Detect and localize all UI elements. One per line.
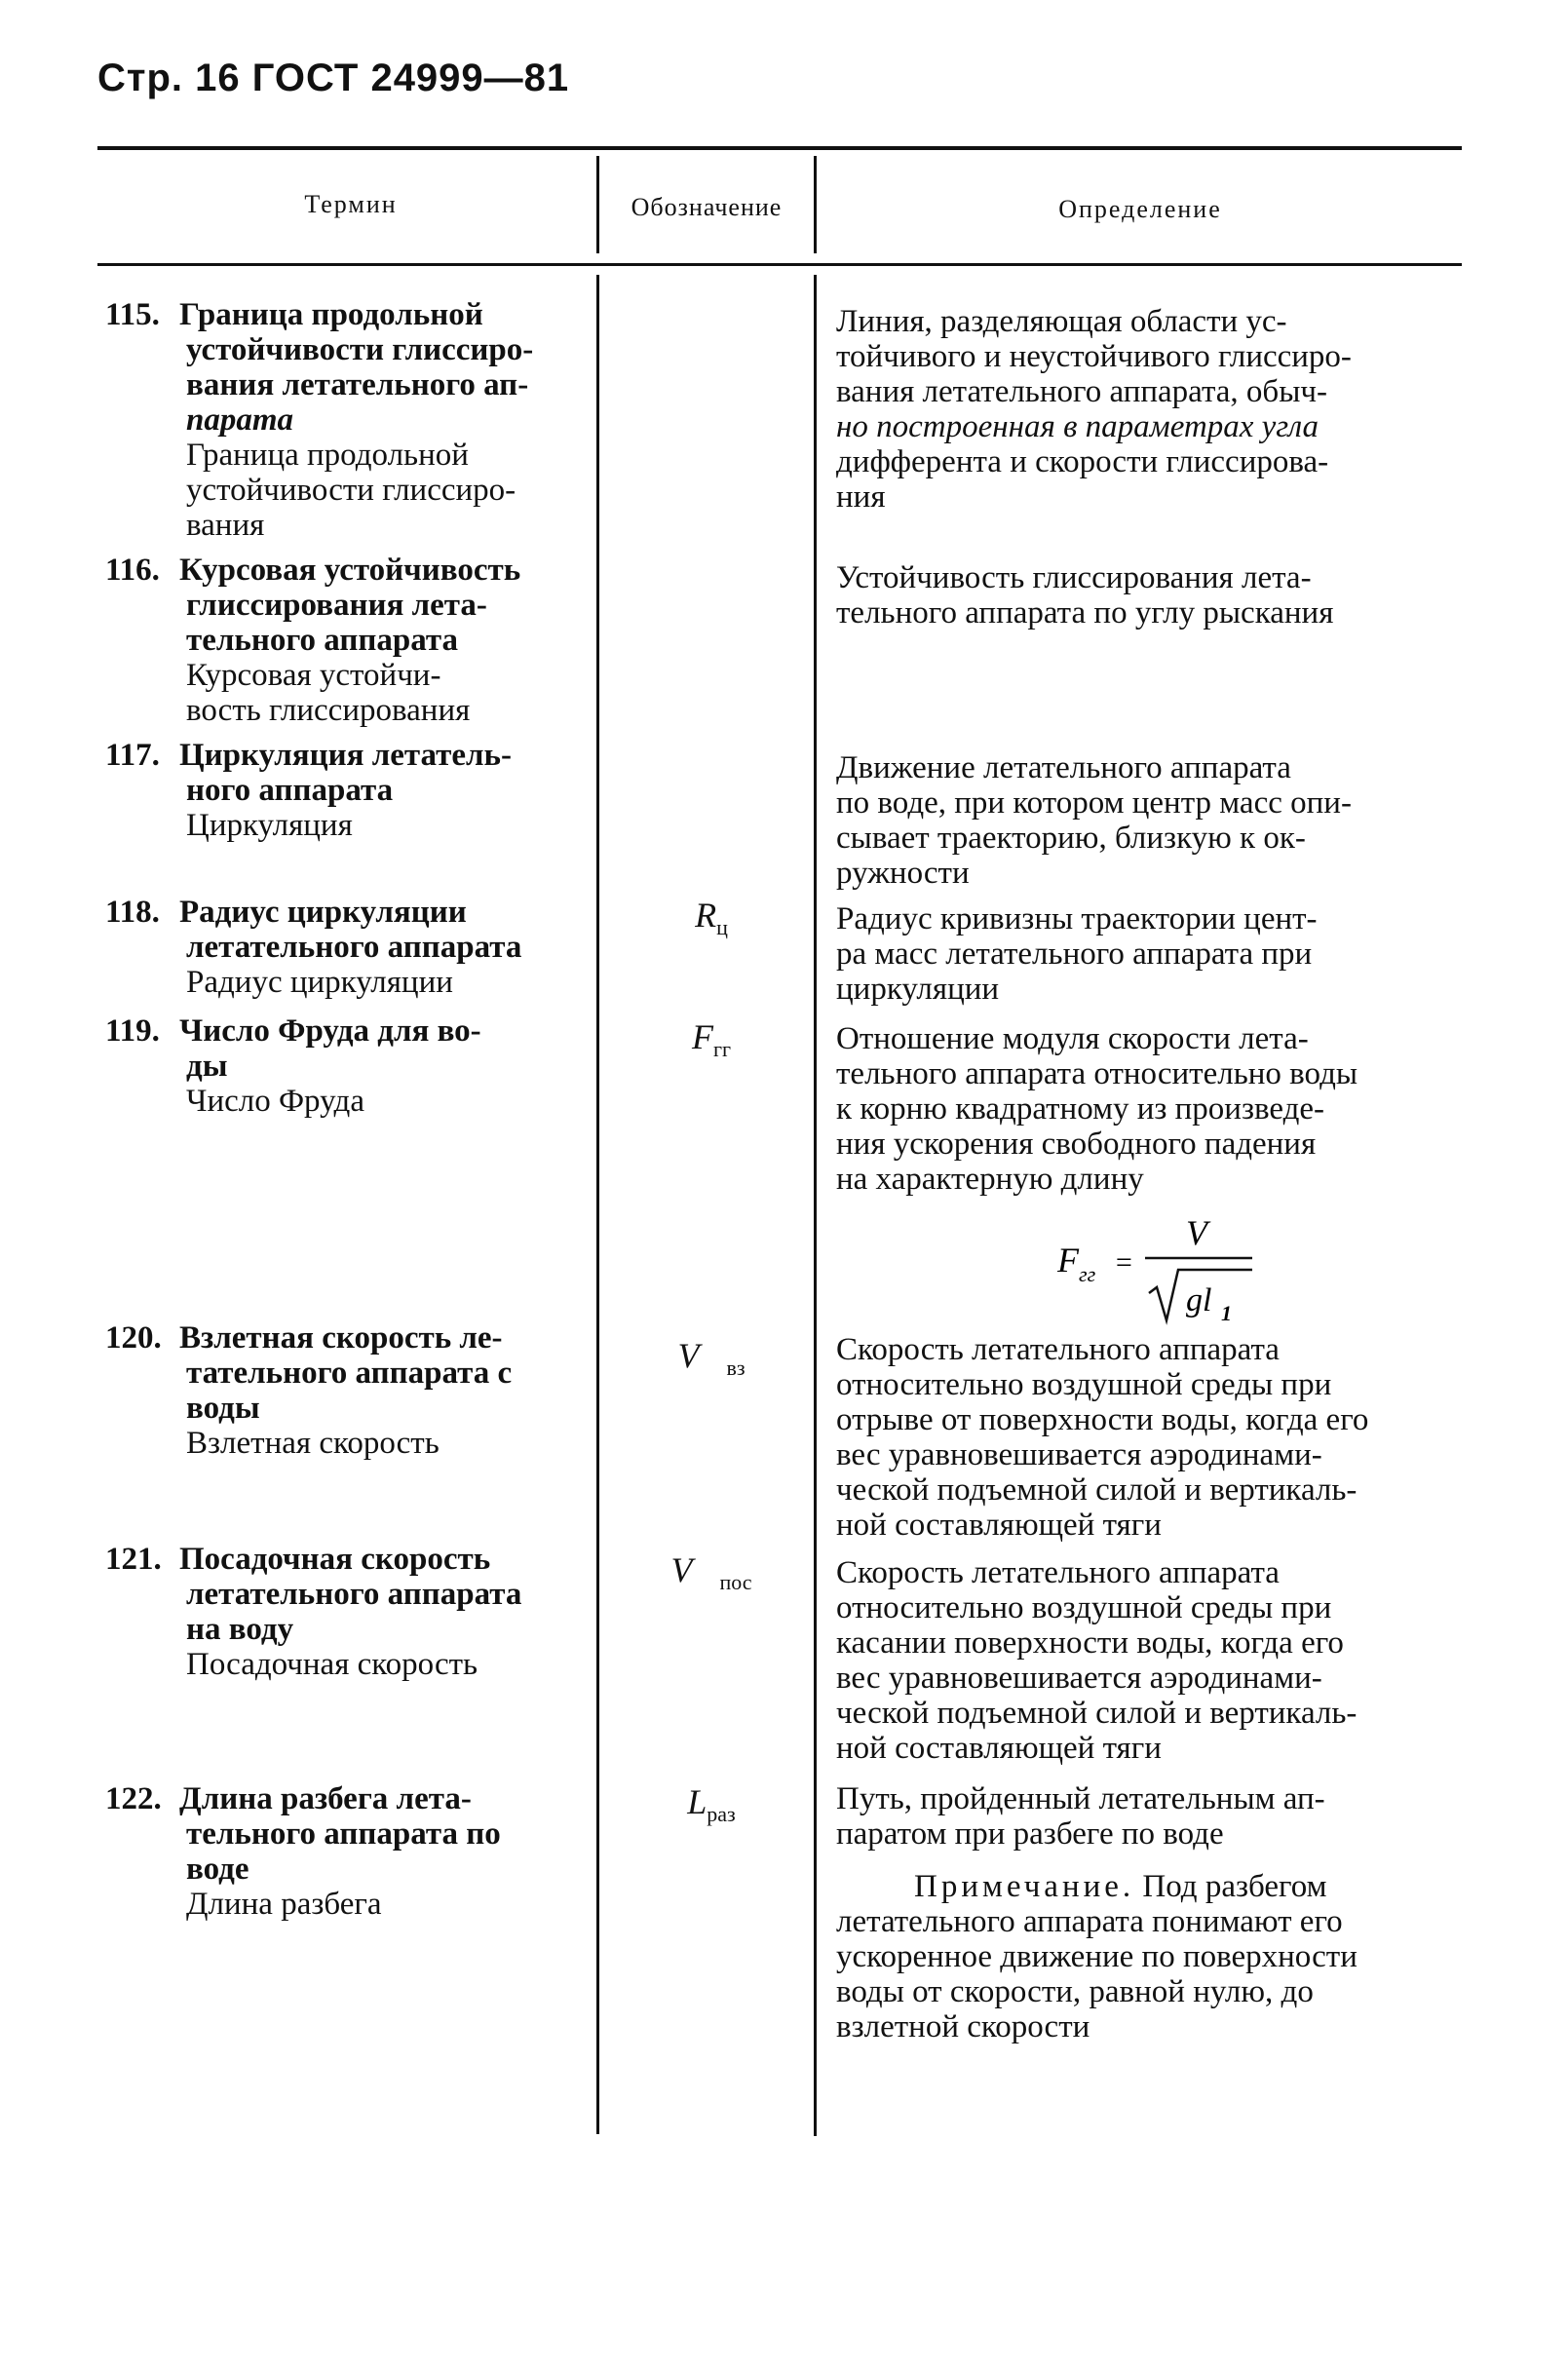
note-122: Примечание. Под разбегом летательного аппарата понимают его ускоренное движение по поверхности воды от скорости, равной нулю, до взлетной скорости [836,1869,1358,2044]
formula-denominator-sub: 1 [1221,1301,1232,1325]
col-divider-2 [814,275,817,2136]
col-header-symbol: Обозначение [631,193,783,221]
term-115: 115. Граница продольной устойчивости глиссиро- вания летательного ап- парата Граница продольной устойчивости глиссиро- вания [105,297,534,543]
definition-118: Радиус кривизны траектории цент- ра масс летательного аппарата при циркуляции [836,901,1318,1007]
definition-120: Скорость летательного аппарата относительно воздушной среды при отрыве от поверхности воды, когда его вес уравновешивается аэродинами- ческой подъемной силой и вертикаль- ной составляющей тяги [836,1332,1369,1543]
col-header-term: Термин [304,190,398,218]
symbol-118: $R_ц$ [695,896,728,940]
definition-119: Отношение модуля скорости лета- тельного аппарата относительно воды к корню квадратному из произведе- ния ускорения свободного падения на характерную длину [836,1021,1358,1197]
term-122: 122. Длина разбега лета- тельного аппарата по воде Длина разбега [105,1781,501,1922]
symbol-121: $V⃗_{пос}$ [670,1550,752,1595]
col-header-definition: Определение [1058,195,1222,223]
definition-117: Движение летательного аппарата по воде, при котором центр масс опи- сывает траекторию, близкую к ок- ружности [836,750,1352,891]
note-label: Примечание. [914,1869,1135,1904]
top-rule [97,146,1462,150]
definition-122: Путь, пройденный летательным ап- паратом при разбеге по воде [836,1781,1325,1852]
svg-text:=: = [1114,1246,1134,1279]
formula-denominator: gl [1186,1282,1212,1318]
symbol-119: $F_{гг}$ [691,1017,732,1062]
term-118: 118. Радиус циркуляции летательного аппарата Радиус циркуляции [105,895,522,1000]
header-rule [97,263,1462,266]
formula-lhs: F [1057,1241,1079,1279]
symbol-120: $V⃗_{вз}$ [677,1336,746,1381]
formula-numerator: V [1186,1213,1207,1252]
definition-121: Скорость летательного аппарата относительно воздушной среды при касании поверхности воды, когда его вес уравновешивается аэродинами- ческой подъемной силой и вертикаль- ной составляющей тяги [836,1555,1358,1766]
term-117: 117. Циркуляция летатель- ного аппарата Циркуляция [105,738,512,843]
col-divider-1 [596,275,599,2134]
col-divider-2-head [814,156,817,253]
term-121: 121. Посадочная скорость летательного аппарата на воду Посадочная скорость [105,1542,522,1682]
symbol-122: $L_{раз}$ [687,1782,736,1827]
froude-formula [1057,1213,1272,1339]
page-header: Стр. 16 ГОСТ 24999—81 [97,57,570,99]
term-116: 116. Курсовая устойчивость глиссирования лета- тельного аппарата Курсовая устойчи- вость глиссирования [105,553,521,728]
formula-lhs-sub: гг [1079,1262,1096,1286]
term-120: 120. Взлетная скорость ле- тательного аппарата с воды Взлетная скорость [105,1320,513,1461]
definition-116: Устойчивость глиссирования лета- тельного аппарата по углу рыскания [836,560,1334,630]
definition-115: Линия, разделяющая области ус- тойчивого и неустойчивого глиссиро- вания летательного аппарата, обыч- но построенная в параметрах угла дифферента и скорости глиссирова- ния [836,304,1352,515]
term-119: 119. Число Фруда для во- ды Число Фруда [105,1013,481,1119]
